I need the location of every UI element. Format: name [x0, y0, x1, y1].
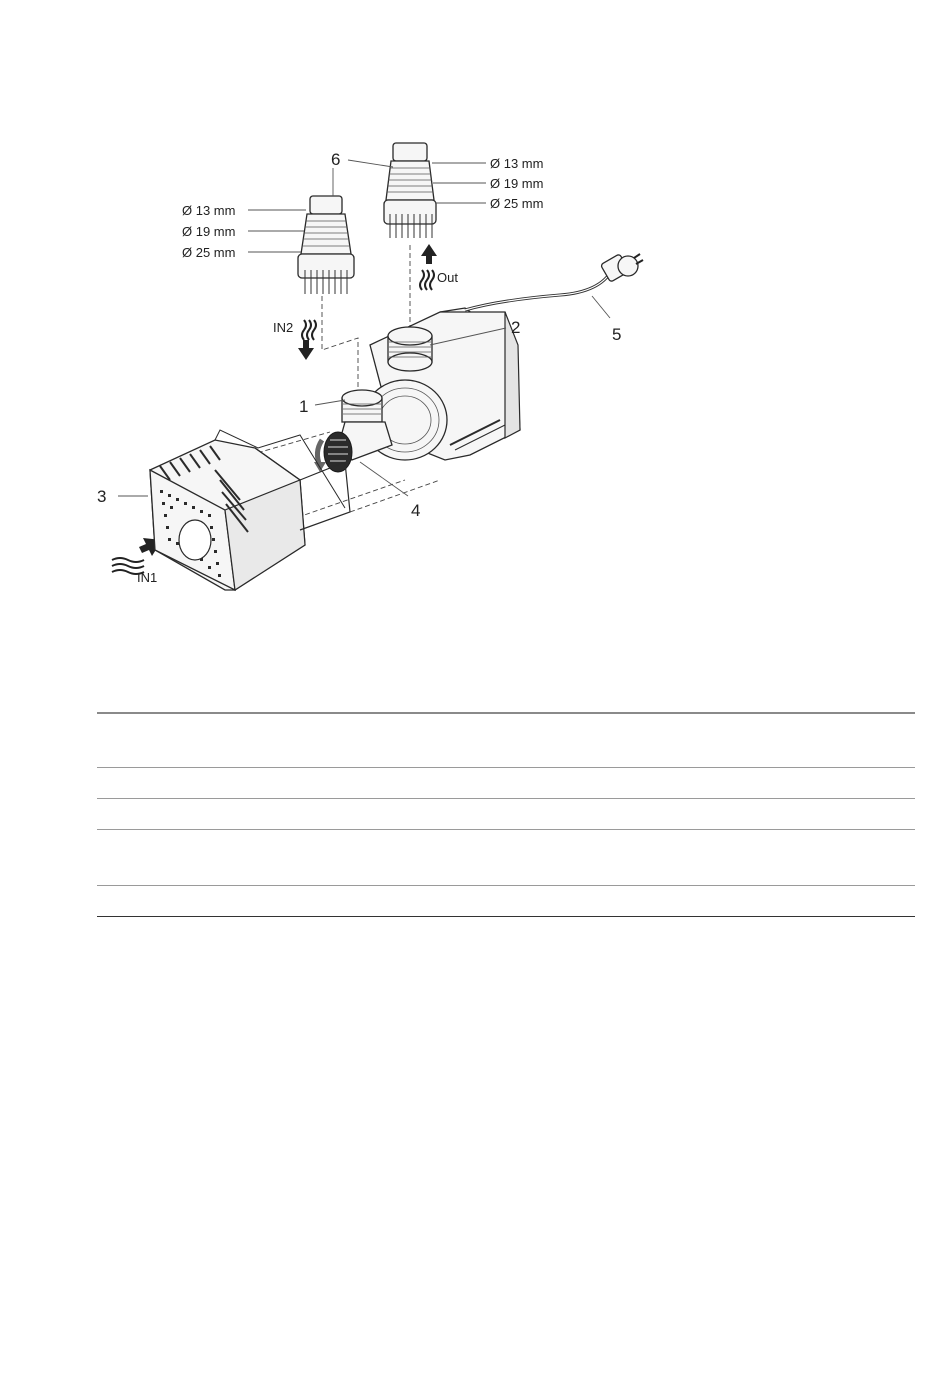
adapter-left-dim-19: Ø 19 mm: [182, 224, 236, 239]
flow-label-in2: IN2: [273, 320, 294, 335]
parts-table: [97, 712, 915, 917]
table-row: [97, 886, 915, 917]
adapter-right-dim-25: Ø 25 mm: [490, 196, 544, 211]
part-number-3: 3: [97, 487, 107, 506]
table-row: [97, 768, 915, 799]
part-number-4: 4: [411, 501, 421, 520]
hose-adapter-outlet: [384, 143, 436, 238]
pump-body: [314, 308, 520, 472]
adapter-right-dim-13: Ø 13 mm: [490, 156, 544, 171]
part-number-1: 1: [299, 397, 309, 416]
pre-filter-cage: [150, 430, 350, 590]
table-row: [97, 712, 915, 768]
hose-adapter-inlet: [298, 196, 354, 294]
flow-arrow-in2: [298, 320, 316, 360]
power-cable: [465, 254, 643, 310]
pump-assembly-diagram: [0, 0, 950, 640]
table-row: [97, 830, 915, 886]
adapter-left-dim-25: Ø 25 mm: [182, 245, 236, 260]
adapter-right-dim-19: Ø 19 mm: [490, 176, 544, 191]
flow-label-in1: IN1: [137, 570, 158, 585]
part-number-2: 2: [511, 318, 521, 337]
table-row: [97, 799, 915, 830]
part-number-6: 6: [331, 150, 341, 169]
part-number-5: 5: [612, 325, 622, 344]
flow-arrow-out: [420, 244, 437, 290]
flow-label-out: Out: [437, 270, 458, 285]
adapter-left-dim-13: Ø 13 mm: [182, 203, 236, 218]
